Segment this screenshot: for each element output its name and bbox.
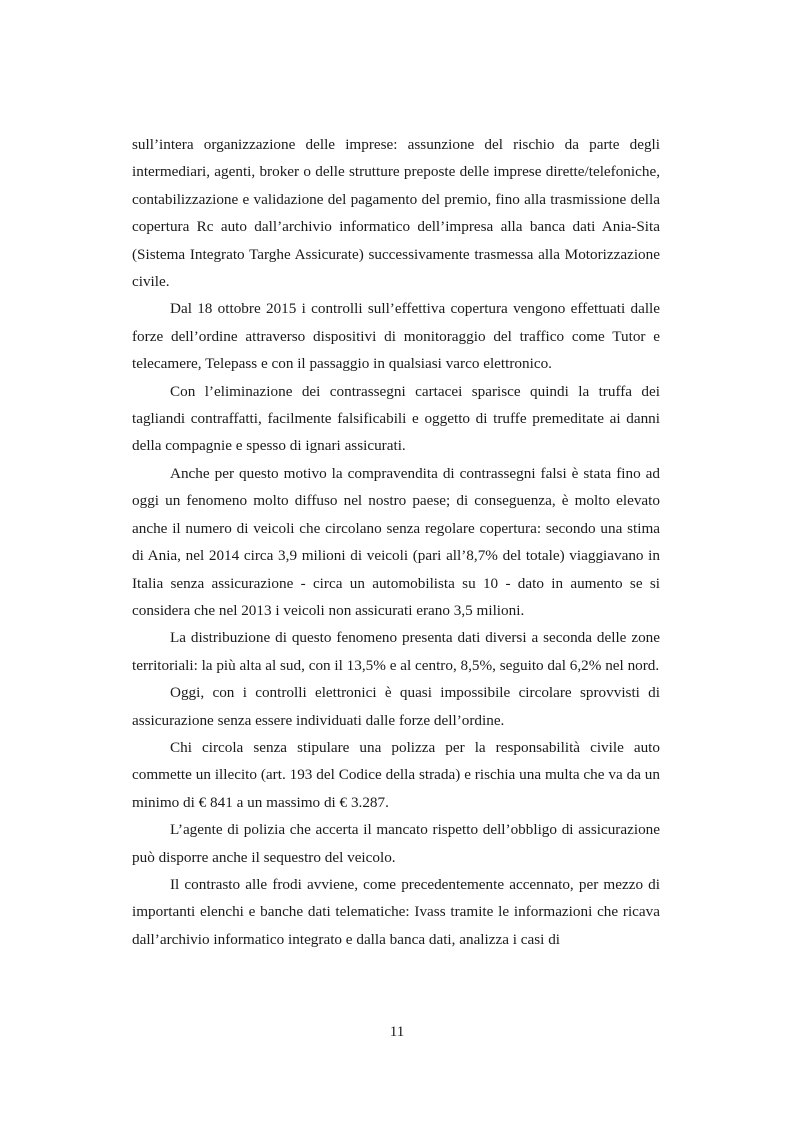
- body-text: [132, 131, 660, 953]
- paragraph-uninsured-vehicles: Anche per questo motivo la compravendita di contrassegni falsi è stata fino ad oggi un fenomeno molto diffuso nel nostro paese; di conseguenza, è molto elevato anche il numero di veicoli che circolano senza regolare copertura: secondo una stima di Ania, nel 2014 circa 3,9 milioni di veicoli (pari all’8,7% del totale) viaggiavano in Italia senza assicurazione - circa un automobilista su 10 - dato in aumento se si considera che nel 2013 i veicoli non assicurati erano 3,5 milioni.: [132, 464, 660, 619]
- paragraph-territorial-distribution: La distribuzione di questo fenomeno presenta dati diversi a seconda delle zone territoriali: la più alta al sud, con il 13,5% e al centro, 8,5%, seguito dal 6,2% nel nord.: [132, 629, 660, 674]
- paragraph-fraud-contrast: Il contrasto alle frodi avviene, come precedentemente accennato, per mezzo di importanti elenchi e banche dati telematiche: Ivass tramite le informazioni che ricava dall’archivio informatico integrato e dalla banca dati, analizza i casi di: [132, 875, 660, 948]
- paragraph-seizure: L’agente di polizia che accerta il mancato rispetto dell’obbligo di assicurazione può disporre anche il sequestro del veicolo.: [132, 821, 660, 866]
- page-number: 11: [389, 1023, 405, 1040]
- paragraph-paper-stickers: Con l’eliminazione dei contrassegni cartacei sparisce quindi la truffa dei tagliandi contraffatti, facilmente falsificabili e oggetto di truffe premeditate ai danni della compagnie e spesso di ignari assicurati.: [132, 382, 660, 455]
- paragraph-fines: Chi circola senza stipulare una polizza per la responsabilità civile auto commette un illecito (art. 193 del Codice della strada) e rischia una multa che va da un minimo di € 841 a un massimo di € 3.287.: [132, 738, 660, 811]
- paragraph-continuation: sull’intera organizzazione delle imprese: assunzione del rischio da parte degli intermediari, agenti, broker o delle strutture preposte delle imprese dirette/telefoniche, contabilizzazione e validazione del pagamento del premio, fino alla trasmissione della copertura Rc auto dall’archivio informatico dell’impresa alla banca dati Ania-Sita (Sistema Integrato Targhe Assicurate) successivamente trasmessa alla Motorizzazione civile.: [132, 136, 660, 291]
- paragraph-controls-2015: Dal 18 ottobre 2015 i controlli sull’effettiva copertura vengono effettuati dalle forze dell’ordine attraverso dispositivi di monitoraggio del traffico come Tutor e telecamere, Telepass e con il passaggio in qualsiasi varco elettronico.: [132, 300, 660, 373]
- paragraph-electronic-controls: Oggi, con i controlli elettronici è quasi impossibile circolare sprovvisti di assicurazione senza essere individuati dalle forze dell’ordine.: [132, 684, 660, 729]
